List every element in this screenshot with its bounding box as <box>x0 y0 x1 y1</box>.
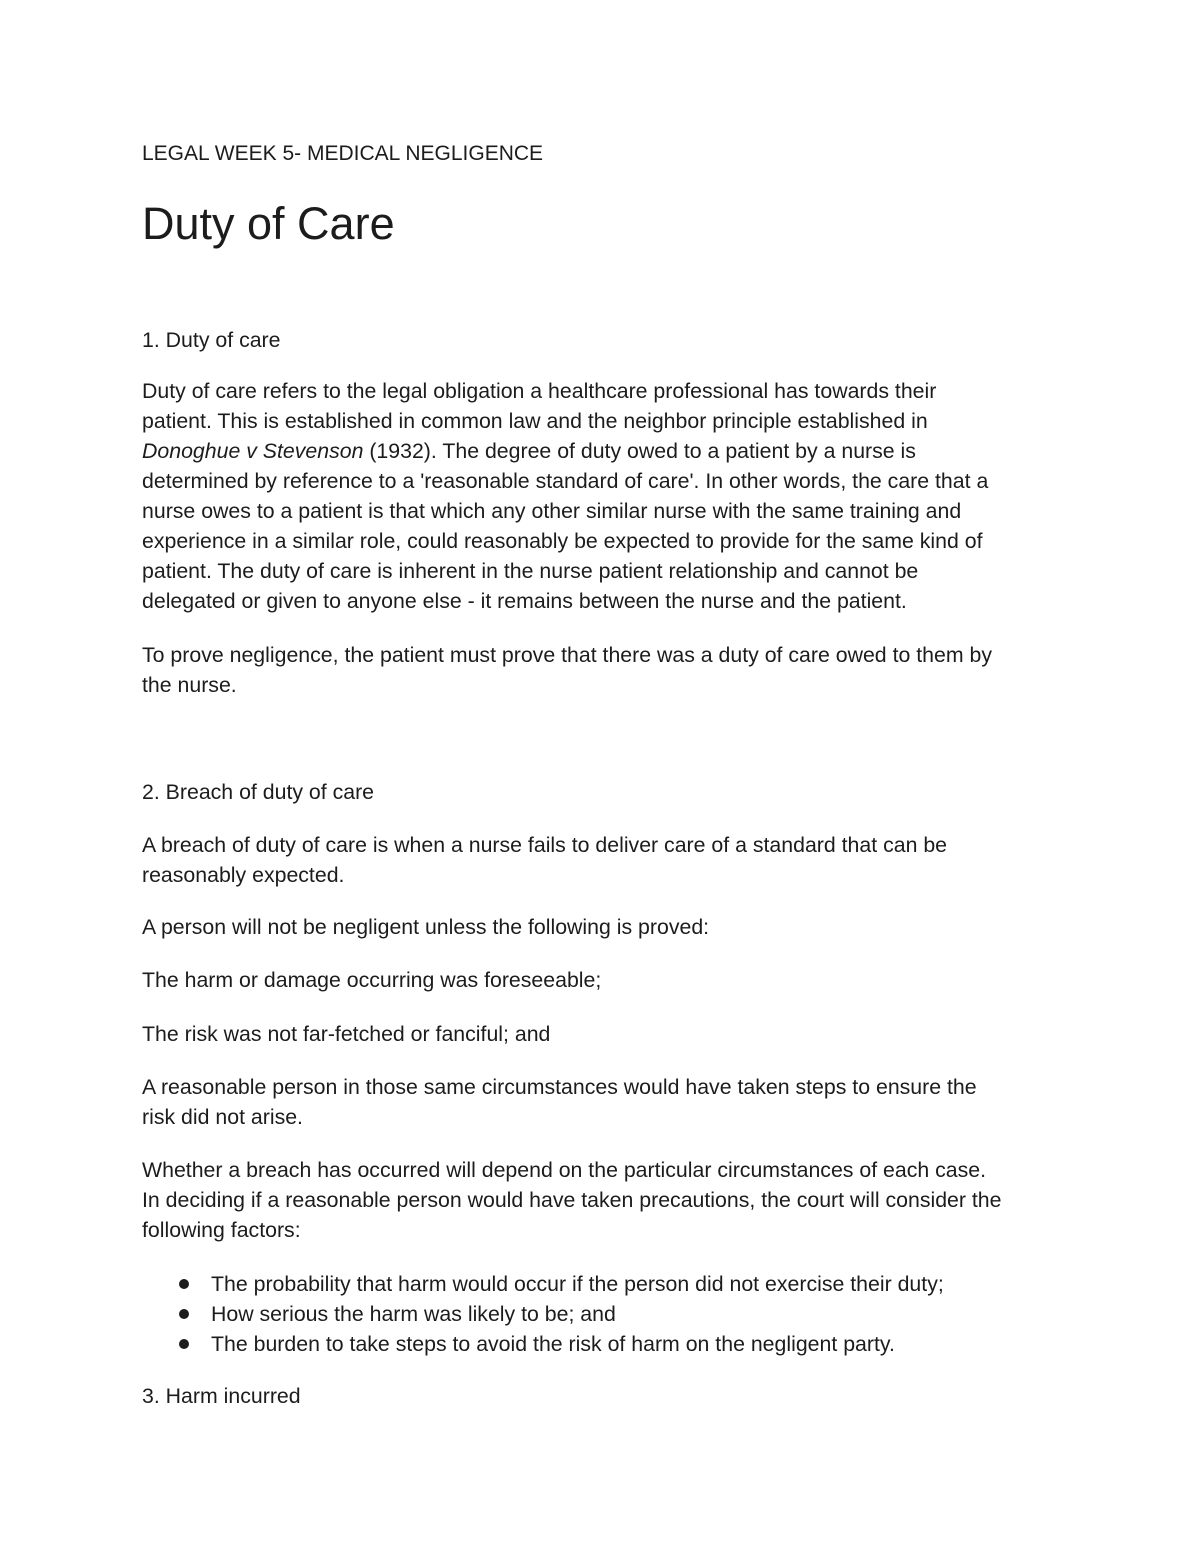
paragraph-line: A breach of duty of care is when a nurse fails to deliver care of a standard that can be <box>142 833 948 857</box>
section-1-paragraph-2 <box>142 640 1062 700</box>
list-item <box>142 1269 944 1299</box>
paragraph-line: experience in a similar role, could reasonably be expected to provide for the same kind of <box>142 529 983 553</box>
document-title: LEGAL WEEK 5- MEDICAL NEGLIGENCE <box>142 142 544 165</box>
section-2-paragraph-5 <box>142 1072 1062 1132</box>
page-heading: Duty of Care <box>142 198 395 249</box>
list-item-text: The probability that harm would occur if the person did not exercise their duty; <box>211 1272 944 1296</box>
paragraph-line: patient. This is established in common law and the neighbor principle established in <box>142 409 928 433</box>
paragraph-line: Duty of care refers to the legal obligation a healthcare professional has towards their <box>142 379 937 403</box>
list-item-text: The burden to take steps to avoid the risk of harm on the negligent party. <box>211 1332 895 1356</box>
paragraph-line: To prove negligence, the patient must prove that there was a duty of care owed to them by <box>142 643 993 667</box>
paragraph-line: the nurse. <box>142 673 237 697</box>
paragraph-line <box>142 436 1062 466</box>
paragraph-line: reasonably expected. <box>142 863 345 887</box>
bullet-icon <box>179 1309 189 1319</box>
paragraph-line: following factors: <box>142 1218 301 1242</box>
section-2-paragraph-1 <box>142 830 1062 890</box>
factors-list <box>142 1269 944 1359</box>
section-2-paragraph-6 <box>142 1155 1062 1245</box>
list-item <box>142 1299 944 1329</box>
paragraph-line: Whether a breach has occurred will depend on the particular circumstances of each case. <box>142 1158 987 1182</box>
section-2-paragraph-2: A person will not be negligent unless the following is proved: <box>142 915 710 939</box>
paragraph-line: A reasonable person in those same circumstances would have taken steps to ensure the <box>142 1075 977 1099</box>
bullet-icon <box>179 1339 189 1349</box>
paragraph-line: risk did not arise. <box>142 1105 303 1129</box>
paragraph-line: In deciding if a reasonable person would have taken precautions, the court will consider the <box>142 1188 1002 1212</box>
paragraph-line: nurse owes to a patient is that which any other similar nurse with the same training and <box>142 499 962 523</box>
paragraph-line: patient. The duty of care is inherent in the nurse patient relationship and cannot be <box>142 559 919 583</box>
list-item <box>142 1329 944 1359</box>
section-2-title: 2. Breach of duty of care <box>142 780 375 804</box>
section-3-title: 3. Harm incurred <box>142 1384 301 1408</box>
list-item-text: How serious the harm was likely to be; and <box>211 1302 616 1326</box>
case-citation: Donoghue v Stevenson <box>142 439 364 463</box>
section-1-title: 1. Duty of care <box>142 328 281 352</box>
paragraph-line: delegated or given to anyone else - it remains between the nurse and the patient. <box>142 589 907 613</box>
section-2-paragraph-4: The risk was not far-fetched or fanciful; and <box>142 1022 551 1046</box>
case-citation-rest: (1932). The degree of duty owed to a patient by a nurse is <box>363 439 916 463</box>
section-1-paragraph-1 <box>142 376 1062 616</box>
bullet-icon <box>179 1279 189 1289</box>
paragraph-line: determined by reference to a 'reasonable standard of care'. In other words, the care that a <box>142 469 989 493</box>
section-2-paragraph-3: The harm or damage occurring was foreseeable; <box>142 968 602 992</box>
